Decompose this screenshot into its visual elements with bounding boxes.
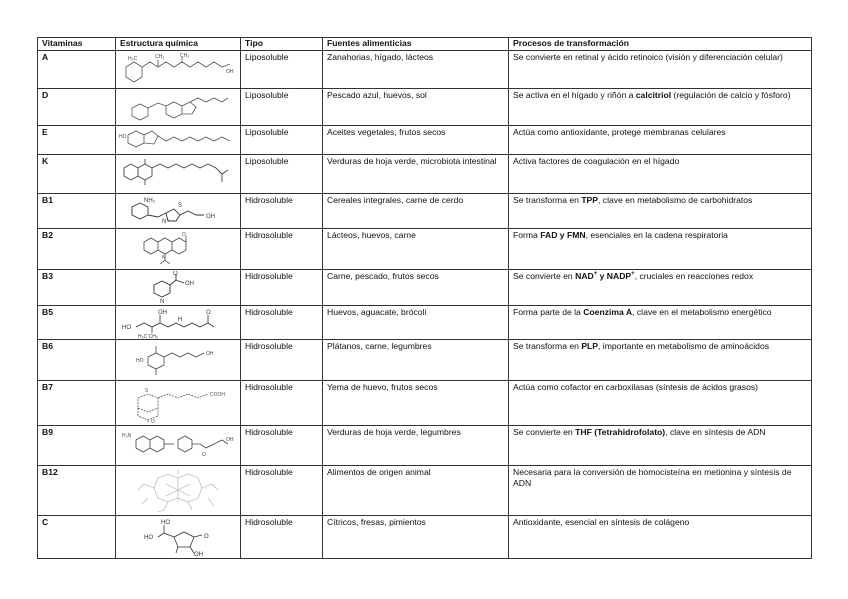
label-b3-n: N bbox=[160, 298, 165, 305]
vitamin-name: B2 bbox=[38, 229, 116, 270]
procesos-text: Se transforma en bbox=[513, 195, 582, 205]
structure-cell bbox=[116, 340, 241, 381]
fuentes-cell: Alimentos de origen animal bbox=[323, 466, 509, 516]
label-b7-cooh: COOH bbox=[210, 392, 225, 398]
vitamin-name: D bbox=[38, 89, 116, 126]
tipo-cell: Liposoluble bbox=[241, 89, 323, 126]
procesos-text: Actúa como antioxidante, protege membranas celulares bbox=[513, 127, 726, 137]
procesos-bold-text: + bbox=[631, 271, 635, 278]
structure-cell bbox=[116, 516, 241, 559]
structure-cell bbox=[116, 229, 241, 270]
vitamin-k-structure bbox=[118, 156, 238, 192]
fuentes-cell: Cítricos, fresas, pimientos bbox=[323, 516, 509, 559]
label-b7-o: O bbox=[151, 419, 155, 424]
table-row bbox=[38, 270, 812, 306]
structure-cell bbox=[116, 51, 241, 89]
vitamin-e-structure bbox=[118, 127, 238, 153]
label-b7-s: S bbox=[145, 388, 149, 394]
vitamin-name: B6 bbox=[38, 340, 116, 381]
label-b9-oh: OH bbox=[226, 436, 234, 443]
procesos-text: Se convierte en bbox=[513, 271, 576, 281]
procesos-bold-text: NAD bbox=[575, 271, 594, 281]
header-row bbox=[38, 38, 812, 51]
procesos-cell bbox=[509, 381, 812, 426]
structure-cell bbox=[116, 194, 241, 229]
vitamin-name: B5 bbox=[38, 306, 116, 340]
vitamin-b9-structure bbox=[118, 428, 238, 464]
procesos-cell bbox=[509, 89, 812, 126]
table-row bbox=[38, 229, 812, 270]
structure-cell bbox=[116, 155, 241, 194]
structure-cell bbox=[116, 306, 241, 340]
label-b6-ho: HO bbox=[136, 358, 144, 364]
vitamin-a-structure bbox=[118, 53, 238, 87]
table-row bbox=[38, 155, 812, 194]
procesos-cell bbox=[509, 306, 812, 340]
header-estructura: Estructura química bbox=[116, 38, 241, 51]
structure-cell bbox=[116, 381, 241, 426]
procesos-bold-text: + bbox=[593, 271, 598, 278]
header-vitaminas: Vitaminas bbox=[38, 38, 116, 51]
procesos-cell bbox=[509, 516, 812, 559]
label-b9-nh2: H₂N bbox=[122, 432, 132, 439]
fuentes-cell: Cereales integrales, carne de cerdo bbox=[323, 194, 509, 229]
procesos-bold-text: y NADP bbox=[597, 271, 632, 281]
procesos-text: , esenciales en la cadena respiratoria bbox=[585, 230, 728, 240]
tipo-cell: Hidrosoluble bbox=[241, 306, 323, 340]
vitamin-b12-structure bbox=[118, 468, 238, 514]
label-b2-o: O bbox=[182, 232, 186, 238]
procesos-bold-text: FAD y FMN bbox=[540, 230, 586, 240]
vitamin-b6-structure bbox=[118, 341, 238, 379]
structure-cell bbox=[116, 89, 241, 126]
label-b1-oh: OH bbox=[206, 214, 215, 220]
label-b5-oh: OH bbox=[158, 309, 167, 316]
table-row bbox=[38, 89, 812, 126]
vitamin-name: C bbox=[38, 516, 116, 559]
label-b5-o: O bbox=[206, 309, 211, 316]
procesos-cell bbox=[509, 51, 812, 89]
vitamin-b2-structure bbox=[118, 230, 238, 268]
vitamin-b7-structure bbox=[118, 382, 238, 424]
procesos-cell bbox=[509, 126, 812, 155]
procesos-text: Forma bbox=[513, 230, 541, 240]
vitamin-b5-structure bbox=[118, 307, 238, 339]
procesos-cell bbox=[509, 270, 812, 306]
vitamin-c-structure bbox=[118, 517, 238, 557]
fuentes-cell: Plátanos, carne, legumbres bbox=[323, 340, 509, 381]
label-b5-h: H bbox=[178, 316, 183, 323]
tipo-cell: Liposoluble bbox=[241, 51, 323, 89]
procesos-bold-text: PLP bbox=[581, 341, 599, 351]
label-a-ch3: H₃C bbox=[128, 55, 138, 62]
vitamin-name: E bbox=[38, 126, 116, 155]
fuentes-cell: Aceites vegetales, frutos secos bbox=[323, 126, 509, 155]
procesos-bold-text: TPP bbox=[581, 195, 599, 205]
table-row bbox=[38, 381, 812, 426]
table-row bbox=[38, 306, 812, 340]
table-row bbox=[38, 426, 812, 466]
label-c-oh: OH bbox=[194, 552, 203, 557]
vitamin-name: B12 bbox=[38, 466, 116, 516]
procesos-cell bbox=[509, 155, 812, 194]
fuentes-cell: Carne, pescado, frutos secos bbox=[323, 270, 509, 306]
tipo-cell: Hidrosoluble bbox=[241, 194, 323, 229]
tipo-cell: Hidrosoluble bbox=[241, 426, 323, 466]
label-a-oh: OH bbox=[226, 68, 234, 75]
label-b5-ch3: H₃C CH₃ bbox=[138, 333, 158, 339]
procesos-text: , clave en el metabolismo energético bbox=[632, 307, 772, 317]
fuentes-cell: Zanahorias, hígado, lácteos bbox=[323, 51, 509, 89]
vitamin-b1-structure bbox=[118, 195, 238, 227]
header-fuentes: Fuentes alimenticias bbox=[323, 38, 509, 51]
structure-cell bbox=[116, 426, 241, 466]
procesos-text: Se transforma en bbox=[513, 341, 582, 351]
fuentes-cell: Yema de huevo, frutos secos bbox=[323, 381, 509, 426]
structure-cell bbox=[116, 126, 241, 155]
procesos-cell bbox=[509, 466, 812, 516]
procesos-text: , importante en metabolismo de aminoácidos bbox=[598, 341, 770, 351]
procesos-text: , clave en síntesis de ADN bbox=[665, 427, 766, 437]
table-row bbox=[38, 51, 812, 89]
fuentes-cell: Verduras de hoja verde, microbiota intestinal bbox=[323, 155, 509, 194]
procesos-cell bbox=[509, 194, 812, 229]
table-row bbox=[38, 466, 812, 516]
procesos-cell bbox=[509, 229, 812, 270]
header-tipo: Tipo bbox=[241, 38, 323, 51]
table-row bbox=[38, 194, 812, 229]
fuentes-cell: Verduras de hoja verde, legumbres bbox=[323, 426, 509, 466]
procesos-text: Forma parte de la bbox=[513, 307, 584, 317]
structure-cell bbox=[116, 466, 241, 516]
structure-cell bbox=[116, 270, 241, 306]
vitamin-d-structure bbox=[118, 90, 238, 124]
table-row bbox=[38, 126, 812, 155]
vitamin-name: A bbox=[38, 51, 116, 89]
tipo-cell: Liposoluble bbox=[241, 155, 323, 194]
label-b1-nh2: NH₂ bbox=[144, 198, 155, 204]
label-b5-ho: HO bbox=[122, 324, 131, 331]
label-c-ho2: HO bbox=[161, 520, 170, 526]
procesos-text: Se activa en el hígado y riñón a bbox=[513, 90, 636, 100]
vitamin-b3-structure bbox=[118, 271, 238, 305]
tipo-cell: Hidrosoluble bbox=[241, 229, 323, 270]
label-b6-oh: OH bbox=[206, 351, 214, 357]
procesos-text: Antioxidante, esencial en síntesis de colágeno bbox=[513, 517, 690, 527]
label-b9-o: O bbox=[202, 451, 206, 458]
tipo-cell: Hidrosoluble bbox=[241, 381, 323, 426]
label-a-ch3-3: CH₃ bbox=[180, 52, 190, 59]
vitamin-name: B9 bbox=[38, 426, 116, 466]
tipo-cell: Hidrosoluble bbox=[241, 270, 323, 306]
procesos-cell bbox=[509, 426, 812, 466]
table-row bbox=[38, 516, 812, 559]
label-e-ho: HO bbox=[119, 134, 127, 140]
label-b1-n: N⁺ bbox=[162, 219, 170, 225]
vitamin-name: B7 bbox=[38, 381, 116, 426]
tipo-cell: Hidrosoluble bbox=[241, 516, 323, 559]
procesos-text: Actúa como cofactor en carboxilasas (síntesis de ácidos grasos) bbox=[513, 382, 759, 392]
label-b1-s: S bbox=[178, 203, 183, 209]
procesos-bold-text: THF (Tetrahidrofolato) bbox=[575, 427, 666, 437]
procesos-bold-text: calcitriol bbox=[635, 90, 672, 100]
vitamin-name: B1 bbox=[38, 194, 116, 229]
label-b2-n: N bbox=[162, 255, 166, 261]
procesos-bold-text: Coenzima A bbox=[583, 307, 633, 317]
label-c-o: O bbox=[204, 534, 209, 540]
fuentes-cell: Huevos, aguacate, brócoli bbox=[323, 306, 509, 340]
procesos-text: Se convierte en bbox=[513, 427, 576, 437]
table-row bbox=[38, 340, 812, 381]
tipo-cell: Hidrosoluble bbox=[241, 466, 323, 516]
procesos-text: Necesaria para la conversión de homocisteína en metionina y síntesis de ADN bbox=[513, 467, 792, 489]
procesos-text: , clave en metabolismo de carbohidratos bbox=[598, 195, 753, 205]
label-a-ch3-2: CH₃ bbox=[155, 53, 165, 60]
fuentes-cell: Pescado azul, huevos, sol bbox=[323, 89, 509, 126]
label-b3-o: O bbox=[173, 270, 178, 277]
procesos-text: Activa factores de coagulación en el hígado bbox=[513, 156, 680, 166]
label-c-ho: HO bbox=[144, 535, 153, 541]
label-b3-oh: OH bbox=[185, 280, 194, 287]
vitamins-table bbox=[37, 37, 812, 559]
procesos-text: , cruciales en reacciones redox bbox=[634, 271, 754, 281]
procesos-text: Se convierte en retinal y ácido retinoico (visión y diferenciación celular) bbox=[513, 52, 783, 62]
procesos-cell bbox=[509, 340, 812, 381]
procesos-text: (regulación de calcio y fósforo) bbox=[671, 90, 791, 100]
tipo-cell: Liposoluble bbox=[241, 126, 323, 155]
fuentes-cell: Lácteos, huevos, carne bbox=[323, 229, 509, 270]
vitamin-name: B3 bbox=[38, 270, 116, 306]
tipo-cell: Hidrosoluble bbox=[241, 340, 323, 381]
header-procesos: Procesos de transformación bbox=[509, 38, 812, 51]
vitamin-name: K bbox=[38, 155, 116, 194]
